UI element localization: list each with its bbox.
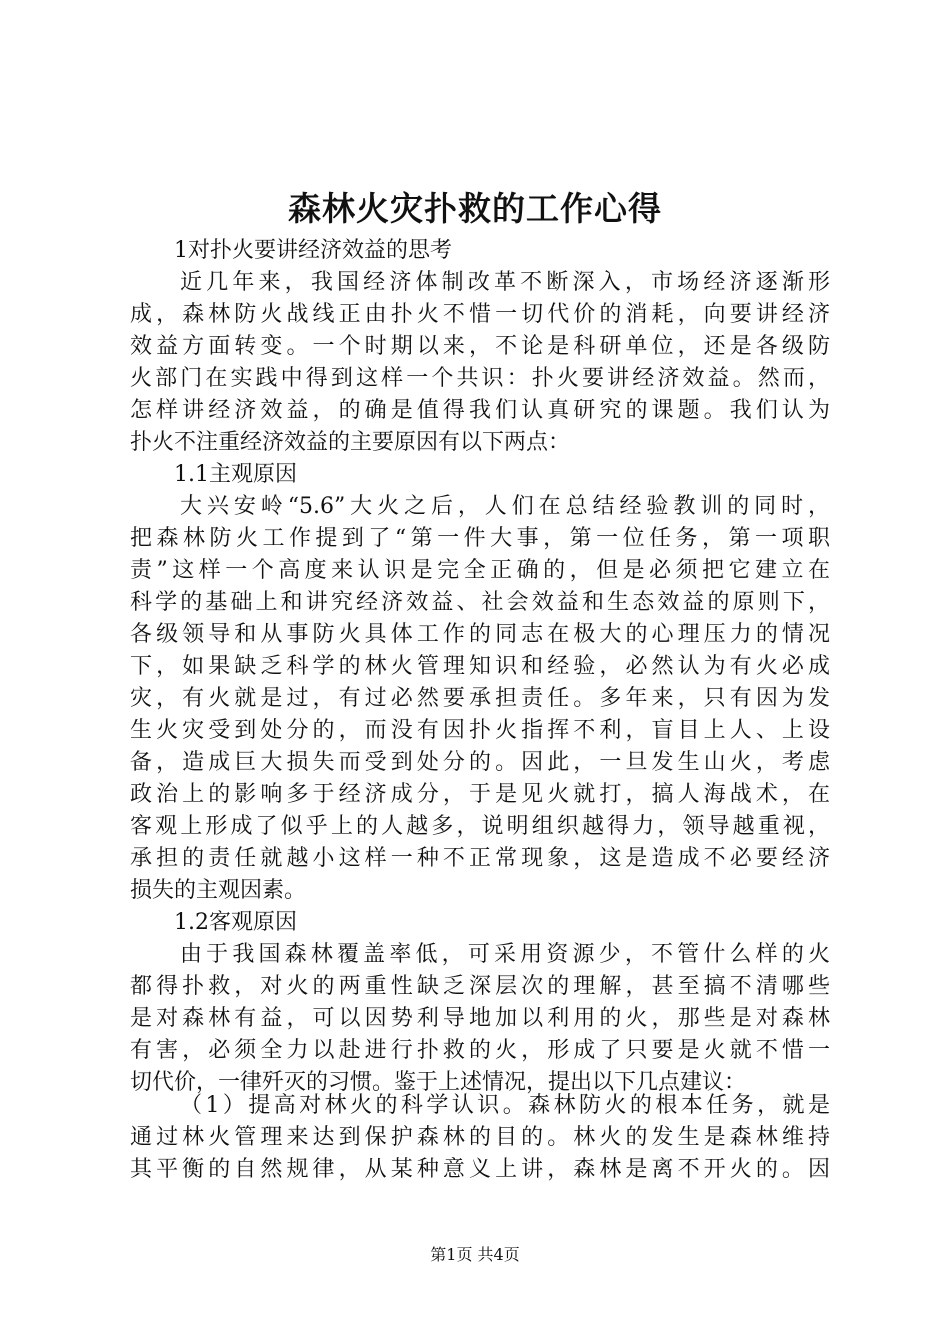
paragraph-line: 客观上形成了似乎上的人越多，说明组织越得力，领导越重视， <box>130 814 830 839</box>
paragraph-line: 扑火不注重经济效益的主要原因有以下两点： <box>130 430 571 455</box>
paragraph-line: 政治上的影响多于经济成分，于是见火就打，搞人海战术，在 <box>130 782 830 807</box>
paragraph-line: 承担的责任就越小这样一种不正常现象，这是造成不必要经济 <box>130 846 830 871</box>
paragraph-line: 火部门在实践中得到这样一个共识：扑火要讲经济效益。然而， <box>130 366 830 391</box>
paragraph-line: 科学的基础上和讲究经济效益、社会效益和生态效益的原则下， <box>130 590 830 615</box>
paragraph-line: 是对森林有益，可以因势利导地加以利用的火，那些是对森林 <box>130 1006 830 1031</box>
paragraph-line: 通过林火管理来达到保护森林的目的。林火的发生是森林维持 <box>130 1125 830 1150</box>
paragraph-line: 有害，必须全力以赴进行扑救的火，形成了只要是火就不惜一 <box>130 1038 830 1063</box>
paragraph-line: 下，如果缺乏科学的林火管理知识和经验，必然认为有火必成 <box>130 654 830 679</box>
paragraph-line: 成，森林防火战线正由扑火不惜一切代价的消耗，向要讲经济 <box>130 302 830 327</box>
paragraph-line: 其平衡的自然规律，从某种意义上讲，森林是离不开火的。因 <box>130 1157 830 1182</box>
paragraph-line: 近几年来，我国经济体制改革不断深入，市场经济逐渐形 <box>180 270 830 295</box>
paragraph-line: 都得扑救，对火的两重性缺乏深层次的理解，甚至搞不清哪些 <box>130 974 830 999</box>
paragraph-line: 损失的主观因素。 <box>130 878 307 903</box>
page-footer: 第1页 共4页 <box>430 1245 520 1264</box>
paragraph-line: 怎样讲经济效益，的确是值得我们认真研究的课题。我们认为 <box>130 398 830 423</box>
paragraph-line: 由于我国森林覆盖率低，可采用资源少，不管什么样的火 <box>180 942 830 967</box>
body-text-block-1 <box>130 235 830 1099</box>
paragraph-line: （1）提高对林火的科学认识。森林防火的根本任务，就是 <box>180 1093 830 1118</box>
section-heading-1-1: 1.1主观原因 <box>174 462 297 487</box>
paragraph-line: 生火灾受到处分的，而没有因扑火指挥不利，盲目上人、上设 <box>130 718 830 743</box>
paragraph-line: 大兴安岭“5.6”大火之后，人们在总结经验教训的同时， <box>180 494 830 519</box>
paragraph-line: 灾，有火就是过，有过必然要承担责任。多年来，只有因为发 <box>130 686 830 711</box>
paragraph-line: 责”这样一个高度来认识是完全正确的，但是必须把它建立在 <box>130 558 830 583</box>
paragraph-line: 把森林防火工作提到了“第一件大事，第一位任务，第一项职 <box>130 526 830 551</box>
paragraph-line: 各级领导和从事防火具体工作的同志在极大的心理压力的情况 <box>130 622 830 647</box>
body-text-block-2 <box>130 1090 830 1186</box>
document-title: 森林火灾扑救的工作心得 <box>288 189 662 228</box>
section-heading-1: 1对扑火要讲经济效益的思考 <box>174 238 452 263</box>
paragraph-line: 备，造成巨大损失而受到处分的。因此，一旦发生山火，考虑 <box>130 750 830 775</box>
paragraph-line: 效益方面转变。一个时期以来，不论是科研单位，还是各级防 <box>130 334 830 359</box>
section-heading-1-2: 1.2客观原因 <box>174 910 297 935</box>
paragraph-line: 切代价，一律歼灭的习惯。鉴于上述情况，提出以下几点建议： <box>130 1070 747 1095</box>
